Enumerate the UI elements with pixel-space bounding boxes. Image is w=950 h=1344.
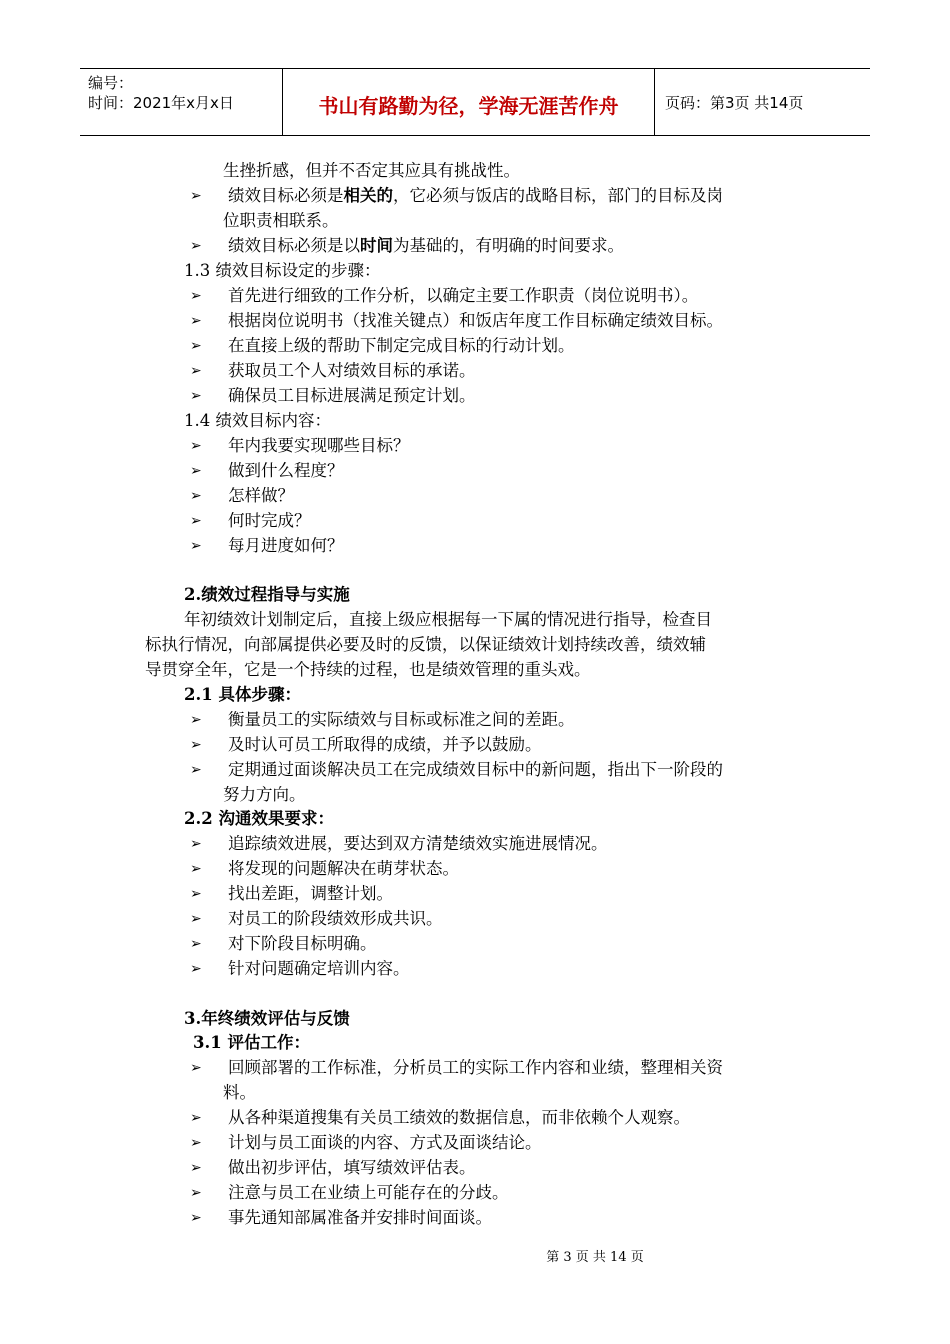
- section-heading-3: 3.年终绩效评估与反馈: [184, 1009, 350, 1028]
- list-item: 计划与员工面谈的内容、方式及面谈结论。: [228, 1133, 542, 1152]
- text-run: ，它必须与饭店的战略目标，部门的目标及岗: [393, 186, 723, 205]
- bullet-icon: ➢: [190, 1060, 202, 1076]
- list-item: 做出初步评估，填写绩效评估表。: [228, 1158, 476, 1177]
- paragraph-line: 标执行情况，向部属提供必要及时的反馈，以保证绩效计划持续改善，绩效辅: [145, 635, 706, 654]
- bullet-icon: ➢: [190, 513, 202, 529]
- bullet-icon: ➢: [190, 313, 202, 329]
- bullet-icon: ➢: [190, 1110, 202, 1126]
- page-header: [80, 68, 870, 136]
- list-item: 获取员工个人对绩效目标的承诺。: [228, 361, 476, 380]
- paragraph-line: 导贯穿全年，它是一个持续的过程，也是绩效管理的重头戏。: [145, 660, 591, 679]
- bullet-icon: ➢: [190, 911, 202, 927]
- bullet-icon: ➢: [190, 1210, 202, 1226]
- bullet-icon: ➢: [190, 488, 202, 504]
- text-line: 料。: [223, 1083, 256, 1102]
- bullet-icon: ➢: [190, 438, 202, 454]
- list-item: 定期通过面谈解决员工在完成绩效目标中的新问题，指出下一阶段的: [228, 760, 723, 779]
- list-item: 找出差距，调整计划。: [228, 884, 393, 903]
- page-footer: 第 3 页 共 14 页: [546, 1250, 644, 1265]
- list-item: 确保员工目标进展满足预定计划。: [228, 386, 476, 405]
- list-item: 在直接上级的帮助下制定完成目标的行动计划。: [228, 336, 575, 355]
- section-heading-2-1: 2.1 具体步骤：: [184, 685, 301, 704]
- header-motto: 书山有路勤为径，学海无涯苦作舟: [283, 69, 655, 135]
- list-item: 做到什么程度？: [228, 461, 344, 480]
- bullet-icon: ➢: [190, 1160, 202, 1176]
- text-run: 绩效目标必须是: [228, 186, 344, 205]
- list-item: 对下阶段目标明确。: [228, 934, 377, 953]
- list-item: 注意与员工在业绩上可能存在的分歧。: [228, 1183, 509, 1202]
- text-line: 努力方向。: [223, 785, 306, 804]
- list-item: 对员工的阶段绩效形成共识。: [228, 909, 443, 928]
- date-label: 时间：2021年x月x日: [88, 94, 234, 112]
- list-item: 针对问题确定培训内容。: [228, 959, 410, 978]
- section-heading-2-2: 2.2 沟通效果要求：: [184, 809, 334, 828]
- section-heading-3-1: 3.1 评估工作：: [193, 1033, 310, 1052]
- list-item: 根据岗位说明书（找准关键点）和饭店年度工作目标确定绩效目标。: [228, 311, 723, 330]
- text-line: [228, 235, 624, 257]
- bullet-icon: ➢: [190, 712, 202, 728]
- bullet-icon: ➢: [190, 737, 202, 753]
- list-item: 及时认可员工所取得的成绩，并予以鼓励。: [228, 735, 542, 754]
- list-item: 将发现的问题解决在萌芽状态。: [228, 859, 459, 878]
- code-label: 编号：: [88, 74, 134, 92]
- bold-run: 相关的: [343, 186, 393, 205]
- text-line: 生挫折感，但并不否定其应具有挑战性。: [223, 161, 520, 180]
- bullet-icon: ➢: [190, 1135, 202, 1151]
- paragraph-line: 年初绩效计划制定后，直接上级应根据每一下属的情况进行指导，检查目: [184, 610, 712, 629]
- text-line: 位职责相联系。: [223, 211, 339, 230]
- header-page-label: 页码：第3页 共14页: [665, 93, 804, 112]
- bullet-icon: ➢: [190, 861, 202, 877]
- section-heading-2: 2.绩效过程指导与实施: [184, 585, 350, 604]
- bullet-icon: ➢: [190, 1185, 202, 1201]
- list-item: 衡量员工的实际绩效与目标或标准之间的差距。: [228, 710, 575, 729]
- list-item: 从各种渠道搜集有关员工绩效的数据信息，而非依赖个人观察。: [228, 1108, 690, 1127]
- list-item: 追踪绩效进展，要达到双方清楚绩效实施进展情况。: [228, 834, 608, 853]
- list-item: 怎样做？: [228, 486, 294, 505]
- bullet-icon: ➢: [190, 836, 202, 852]
- bullet-icon: ➢: [190, 188, 202, 204]
- section-heading-1-4: 1.4 绩效目标内容：: [184, 411, 331, 430]
- list-item: 何时完成？: [228, 511, 311, 530]
- bullet-icon: ➢: [190, 463, 202, 479]
- bullet-icon: ➢: [190, 338, 202, 354]
- bold-run: 时间: [360, 236, 393, 255]
- bullet-icon: ➢: [190, 288, 202, 304]
- text-run: 绩效目标必须是以: [228, 236, 360, 255]
- text-run: 为基础的，有明确的时间要求。: [393, 236, 624, 255]
- bullet-icon: ➢: [190, 238, 202, 254]
- bullet-icon: ➢: [190, 363, 202, 379]
- section-heading-1-3: 1.3 绩效目标设定的步骤：: [184, 261, 381, 280]
- list-item: 事先通知部属准备并安排时间面谈。: [228, 1208, 492, 1227]
- list-item: 每月进度如何？: [228, 536, 344, 555]
- list-item: 年内我要实现哪些目标？: [228, 436, 410, 455]
- bullet-icon: ➢: [190, 388, 202, 404]
- text-line: 回顾部署的工作标准，分析员工的实际工作内容和业绩，整理相关资: [228, 1058, 723, 1077]
- bullet-icon: ➢: [190, 538, 202, 554]
- bullet-icon: ➢: [190, 886, 202, 902]
- bullet-icon: ➢: [190, 762, 202, 778]
- bullet-icon: ➢: [190, 961, 202, 977]
- text-line: [228, 185, 723, 207]
- list-item: 首先进行细致的工作分析，以确定主要工作职责（岗位说明书）。: [228, 286, 699, 305]
- header-meta: [80, 69, 283, 135]
- bullet-icon: ➢: [190, 936, 202, 952]
